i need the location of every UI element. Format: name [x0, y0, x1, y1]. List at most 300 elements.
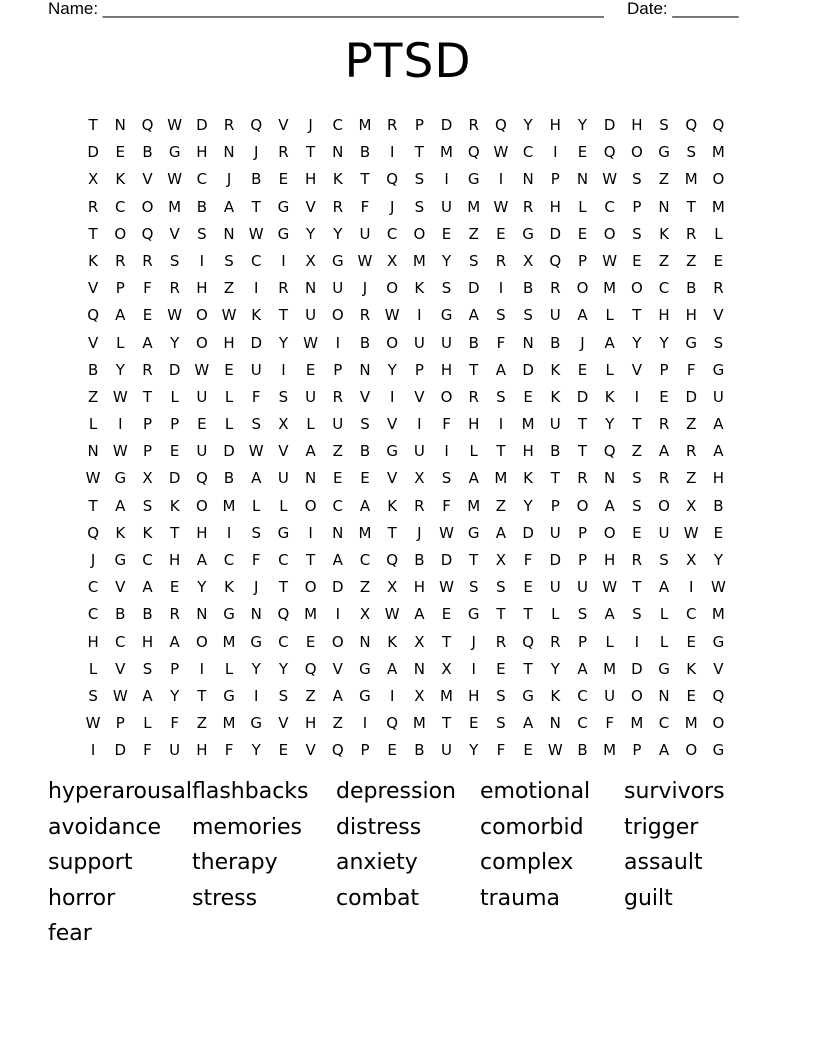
- grid-letter: G: [522, 224, 535, 243]
- grid-letter: X: [414, 686, 426, 705]
- word-list-item: hyperarousal: [48, 779, 193, 804]
- grid-letter: B: [196, 197, 208, 216]
- grid-letter: P: [170, 415, 181, 434]
- grid-letter: M: [358, 523, 373, 542]
- grid-letter: S: [523, 306, 534, 325]
- grid-letter: S: [496, 714, 507, 733]
- grid-letter: A: [658, 442, 671, 461]
- grid-letter: V: [332, 659, 344, 678]
- grid-letter: G: [712, 632, 726, 651]
- grid-letter: I: [444, 442, 450, 461]
- grid-letter: W: [439, 578, 455, 597]
- grid-letter: A: [604, 496, 616, 515]
- grid-letter: D: [332, 578, 345, 597]
- grid-letter: D: [250, 333, 263, 352]
- grid-letter: C: [577, 686, 589, 705]
- grid-letter: S: [414, 197, 426, 216]
- grid-letter: M: [168, 197, 183, 216]
- grid-letter: X: [414, 469, 426, 488]
- grid-letter: U: [549, 578, 562, 597]
- grid-letter: D: [576, 387, 590, 406]
- grid-letter: F: [442, 496, 452, 515]
- grid-letter: W: [439, 523, 455, 542]
- grid-letter: F: [442, 415, 452, 434]
- grid-row: [80, 112, 733, 139]
- grid-letter: K: [251, 306, 263, 325]
- grid-letter: C: [223, 551, 236, 569]
- grid-letter: I: [90, 741, 97, 760]
- grid-letter: N: [87, 442, 100, 461]
- grid-letter: O: [304, 578, 318, 597]
- grid-letter: J: [254, 578, 260, 597]
- grid-letter: A: [142, 686, 154, 705]
- grid-letter: W: [683, 523, 700, 542]
- grid-letter: G: [712, 741, 726, 760]
- grid-letter: S: [686, 143, 697, 162]
- grid-letter: R: [495, 251, 508, 270]
- grid-letter: C: [332, 496, 345, 515]
- page-title: PTSD: [344, 34, 472, 89]
- grid-letter: A: [577, 659, 589, 678]
- grid-letter: C: [658, 714, 671, 733]
- grid-letter: X: [495, 551, 508, 569]
- grid-letter: U: [441, 333, 454, 352]
- grid-letter: Z: [332, 714, 344, 733]
- grid-letter: I: [199, 659, 206, 678]
- grid-letter: I: [281, 251, 287, 270]
- grid-letter: T: [577, 415, 589, 434]
- grid-letter: Q: [386, 170, 400, 189]
- grid-letter: S: [169, 251, 181, 270]
- date-label: Date: _______: [627, 0, 739, 18]
- grid-letter: N: [332, 143, 345, 162]
- grid-letter: K: [604, 387, 616, 406]
- grid-letter: T: [251, 197, 262, 216]
- grid-letter: V: [169, 224, 181, 243]
- grid-letter: W: [710, 578, 727, 597]
- grid-letter: G: [359, 686, 372, 705]
- grid-letter: E: [333, 469, 344, 488]
- grid-letter: B: [468, 333, 480, 352]
- grid-letter: T: [632, 578, 643, 597]
- grid-letter: L: [143, 714, 153, 733]
- grid-row: [80, 357, 733, 384]
- grid-letter: A: [387, 659, 399, 678]
- grid-letter: V: [278, 714, 290, 733]
- grid-letter: S: [360, 415, 371, 434]
- grid-letter: I: [335, 605, 341, 624]
- grid-letter: D: [603, 116, 617, 134]
- grid-letter: X: [387, 251, 399, 270]
- grid-letter: G: [114, 469, 128, 488]
- grid-letter: Y: [278, 659, 289, 678]
- grid-letter: W: [112, 387, 129, 406]
- grid-letter: A: [468, 469, 480, 488]
- grid-letter: B: [414, 741, 426, 760]
- grid-letter: G: [522, 686, 535, 705]
- grid-letter: O: [195, 632, 209, 651]
- grid-letter: T: [496, 442, 507, 461]
- grid-letter: G: [277, 224, 291, 243]
- grid-letter: W: [493, 143, 510, 162]
- grid-letter: G: [467, 605, 481, 624]
- grid-letter: Y: [306, 224, 317, 243]
- grid-letter: E: [224, 360, 235, 379]
- grid-letter: L: [659, 632, 670, 651]
- word-list: [48, 778, 768, 947]
- grid-letter: I: [254, 279, 260, 298]
- grid-letter: D: [685, 387, 698, 406]
- grid-letter: G: [685, 333, 699, 352]
- grid-letter: L: [88, 659, 99, 678]
- grid-letter: U: [576, 578, 589, 597]
- grid-letter: A: [495, 360, 508, 379]
- grid-letter: C: [604, 197, 616, 216]
- grid-letter: A: [604, 333, 616, 352]
- grid-letter: E: [197, 415, 208, 434]
- grid-letter: H: [304, 170, 318, 189]
- grid-letter: C: [685, 605, 698, 624]
- grid-letter: E: [441, 605, 453, 624]
- grid-row: [80, 438, 733, 465]
- grid-letter: J: [226, 170, 233, 189]
- grid-letter: B: [359, 143, 372, 162]
- grid-letter: O: [195, 306, 209, 325]
- grid-letter: I: [417, 306, 423, 325]
- grid-letter: B: [251, 170, 263, 189]
- grid-letter: R: [87, 197, 100, 216]
- grid-letter: F: [686, 360, 697, 379]
- grid-letter: D: [549, 551, 563, 569]
- grid-letter: T: [306, 551, 317, 569]
- grid-letter: S: [142, 659, 154, 678]
- grid-letter: S: [496, 686, 507, 705]
- grid-letter: K: [115, 170, 127, 189]
- grid-letter: E: [577, 143, 589, 162]
- grid-letter: P: [333, 360, 344, 379]
- word-list-item: guilt: [624, 885, 673, 911]
- grid-letter: T: [441, 714, 453, 733]
- grid-letter: K: [387, 632, 399, 651]
- grid-letter: Q: [522, 632, 535, 651]
- grid-letter: A: [115, 306, 127, 325]
- grid-letter: T: [88, 116, 99, 134]
- grid-letter: B: [686, 279, 698, 298]
- grid-letter: O: [630, 143, 644, 162]
- grid-letter: Q: [277, 605, 291, 624]
- grid-letter: H: [712, 469, 726, 488]
- grid-letter: S: [414, 170, 426, 189]
- word-list-item: memories: [192, 814, 303, 840]
- grid-letter: V: [359, 387, 372, 406]
- grid-letter: Y: [550, 659, 561, 678]
- grid-letter: E: [659, 387, 670, 406]
- grid-letter: E: [278, 170, 290, 189]
- grid-letter: K: [387, 496, 399, 515]
- grid-letter: L: [551, 605, 561, 624]
- grid-letter: G: [658, 143, 671, 162]
- grid-letter: I: [199, 251, 206, 270]
- grid-letter: P: [577, 251, 588, 270]
- grid-letter: P: [632, 741, 643, 760]
- grid-letter: X: [359, 605, 372, 624]
- grid-letter: L: [605, 360, 615, 379]
- grid-letter: H: [196, 279, 209, 298]
- grid-letter: O: [195, 333, 209, 352]
- grid-letter: D: [631, 659, 644, 678]
- grid-letter: J: [417, 523, 423, 542]
- grid-letter: H: [658, 306, 671, 325]
- grid-letter: O: [712, 714, 726, 733]
- grid-row: [80, 248, 733, 275]
- grid-letter: T: [441, 632, 453, 651]
- grid-letter: Z: [495, 496, 508, 515]
- grid-letter: A: [142, 578, 154, 597]
- grid-letter: D: [522, 360, 535, 379]
- grid-letter: K: [169, 496, 181, 515]
- grid-letter: X: [142, 469, 154, 488]
- grid-letter: Q: [304, 659, 318, 678]
- grid-letter: N: [522, 333, 535, 352]
- grid-letter: E: [169, 442, 181, 461]
- grid-letter: G: [467, 523, 481, 542]
- grid-letter: T: [632, 415, 643, 434]
- grid-row: [80, 520, 733, 547]
- grid-letter: K: [550, 360, 562, 379]
- grid-letter: A: [468, 306, 480, 325]
- grid-letter: T: [632, 306, 643, 325]
- grid-letter: I: [689, 578, 695, 597]
- grid-letter: Q: [685, 116, 699, 134]
- grid-letter: E: [632, 251, 643, 270]
- grid-letter: R: [169, 279, 181, 298]
- grid-letter: P: [659, 360, 670, 379]
- grid-letter: K: [523, 469, 535, 488]
- grid-letter: B: [414, 551, 426, 569]
- grid-letter: R: [169, 605, 181, 624]
- grid-letter: T: [523, 659, 534, 678]
- grid-row: [80, 601, 733, 628]
- grid-letter: N: [549, 714, 562, 733]
- word-list-item: emotional: [480, 779, 591, 804]
- grid-row: [80, 465, 733, 492]
- grid-letter: W: [384, 306, 401, 325]
- grid-letter: O: [658, 496, 671, 515]
- grid-row: [80, 166, 733, 193]
- grid-letter: B: [713, 496, 725, 515]
- grid-letter: E: [686, 632, 697, 651]
- grid-letter: C: [332, 116, 345, 134]
- grid-letter: L: [252, 496, 262, 515]
- grid-letter: M: [603, 659, 618, 678]
- grid-letter: J: [389, 197, 396, 216]
- grid-letter: Q: [195, 469, 209, 488]
- grid-letter: X: [278, 415, 290, 434]
- grid-letter: C: [87, 605, 100, 624]
- grid-letter: Y: [713, 551, 724, 569]
- grid-letter: B: [142, 143, 154, 162]
- grid-letter: O: [712, 170, 726, 189]
- grid-letter: O: [195, 496, 209, 515]
- name-field: [48, 0, 604, 18]
- grid-row: [80, 221, 733, 248]
- grid-letter: R: [658, 469, 671, 488]
- grid-letter: U: [413, 333, 426, 352]
- grid-letter: A: [713, 442, 725, 461]
- grid-letter: L: [659, 605, 670, 624]
- grid-letter: H: [685, 306, 698, 325]
- grid-letter: H: [223, 333, 236, 352]
- grid-letter: M: [467, 496, 482, 515]
- grid-letter: P: [577, 523, 588, 542]
- grid-letter: Z: [468, 224, 480, 243]
- grid-letter: P: [115, 279, 126, 298]
- grid-letter: I: [471, 659, 477, 678]
- grid-letter: W: [167, 170, 184, 189]
- grid-letter: P: [632, 197, 643, 216]
- grid-letter: N: [522, 170, 535, 189]
- grid-letter: I: [634, 387, 641, 406]
- grid-letter: W: [493, 197, 510, 216]
- word-list-item: assault: [624, 850, 703, 875]
- grid-letter: C: [577, 714, 589, 733]
- grid-letter: Z: [305, 686, 317, 705]
- letter-grid: [80, 112, 733, 765]
- grid-letter: H: [196, 523, 209, 542]
- grid-letter: U: [196, 442, 209, 461]
- grid-letter: M: [467, 197, 482, 216]
- grid-letter: V: [115, 578, 127, 597]
- grid-letter: B: [87, 360, 100, 379]
- grid-letter: K: [115, 523, 127, 542]
- grid-letter: L: [306, 415, 316, 434]
- grid-row: [80, 275, 733, 302]
- grid-letter: F: [224, 741, 235, 760]
- grid-letter: Y: [197, 578, 208, 597]
- word-list-item: depression: [336, 779, 457, 804]
- grid-letter: A: [169, 632, 181, 651]
- word-list-item: anxiety: [336, 850, 418, 875]
- grid-letter: V: [87, 333, 100, 352]
- grid-letter: K: [550, 387, 562, 406]
- grid-letter: J: [580, 333, 586, 352]
- grid-letter: O: [386, 279, 400, 298]
- grid-letter: A: [522, 714, 535, 733]
- grid-letter: Y: [170, 333, 181, 352]
- grid-letter: I: [553, 143, 559, 162]
- grid-letter: Q: [87, 306, 100, 325]
- grid-letter: U: [441, 741, 454, 760]
- grid-letter: G: [168, 143, 182, 162]
- grid-letter: P: [360, 741, 371, 760]
- grid-letter: U: [658, 523, 671, 542]
- grid-letter: U: [712, 387, 725, 406]
- grid-letter: S: [468, 578, 480, 597]
- grid-letter: L: [578, 197, 588, 216]
- grid-letter: C: [87, 578, 100, 597]
- grid-letter: Q: [386, 551, 400, 569]
- grid-letter: E: [523, 387, 534, 406]
- grid-letter: Z: [87, 387, 100, 406]
- grid-letter: S: [496, 306, 507, 325]
- grid-letter: P: [577, 551, 588, 569]
- grid-letter: G: [331, 251, 345, 270]
- grid-letter: I: [634, 632, 641, 651]
- grid-letter: W: [602, 251, 619, 270]
- grid-letter: I: [389, 686, 396, 705]
- grid-letter: S: [142, 496, 154, 515]
- grid-letter: C: [658, 279, 671, 298]
- grid-row: [80, 384, 733, 411]
- grid-letter: G: [114, 551, 128, 569]
- grid-letter: I: [444, 170, 450, 189]
- word-list-item: distress: [336, 814, 422, 840]
- grid-letter: D: [440, 551, 454, 569]
- grid-letter: Q: [250, 116, 264, 134]
- grid-letter: O: [114, 224, 128, 243]
- grid-letter: V: [387, 415, 399, 434]
- grid-letter: K: [550, 686, 562, 705]
- word-list-item: survivors: [624, 779, 725, 804]
- grid-letter: C: [359, 551, 372, 569]
- grid-letter: R: [278, 143, 290, 162]
- grid-letter: T: [686, 197, 697, 216]
- grid-letter: K: [332, 170, 344, 189]
- grid-letter: N: [114, 116, 127, 134]
- grid-letter: M: [412, 251, 427, 270]
- grid-letter: P: [170, 659, 181, 678]
- grid-letter: R: [631, 551, 644, 569]
- grid-letter: L: [170, 387, 180, 406]
- grid-letter: C: [250, 251, 263, 270]
- grid-letter: O: [331, 306, 345, 325]
- grid-letter: I: [281, 360, 287, 379]
- grid-letter: M: [521, 415, 536, 434]
- grid-letter: P: [142, 415, 153, 434]
- grid-letter: V: [305, 197, 317, 216]
- grid-letter: G: [250, 632, 264, 651]
- grid-letter: R: [332, 387, 344, 406]
- grid-letter: S: [577, 605, 589, 624]
- grid-letter: B: [142, 605, 154, 624]
- grid-letter: D: [522, 523, 535, 542]
- grid-letter: R: [414, 496, 426, 515]
- grid-letter: K: [224, 578, 235, 597]
- grid-letter: B: [522, 279, 535, 298]
- grid-letter: U: [169, 741, 182, 760]
- grid-letter: L: [116, 333, 126, 352]
- grid-letter: S: [278, 387, 290, 406]
- grid-letter: D: [196, 116, 209, 134]
- grid-letter: K: [142, 523, 154, 542]
- grid-letter: Y: [523, 116, 534, 134]
- grid-letter: Q: [141, 116, 155, 134]
- grid-letter: L: [224, 415, 235, 434]
- grid-letter: A: [223, 197, 236, 216]
- grid-letter: R: [142, 251, 154, 270]
- grid-letter: U: [305, 387, 318, 406]
- grid-letter: P: [550, 170, 561, 189]
- grid-letter: M: [222, 632, 237, 651]
- grid-letter: G: [359, 659, 372, 678]
- grid-letter: I: [335, 333, 341, 352]
- grid-letter: Q: [712, 116, 726, 134]
- grid-letter: O: [576, 496, 590, 515]
- grid-letter: C: [278, 632, 290, 651]
- grid-letter: R: [686, 442, 698, 461]
- grid-letter: A: [713, 415, 725, 434]
- grid-letter: I: [389, 143, 396, 162]
